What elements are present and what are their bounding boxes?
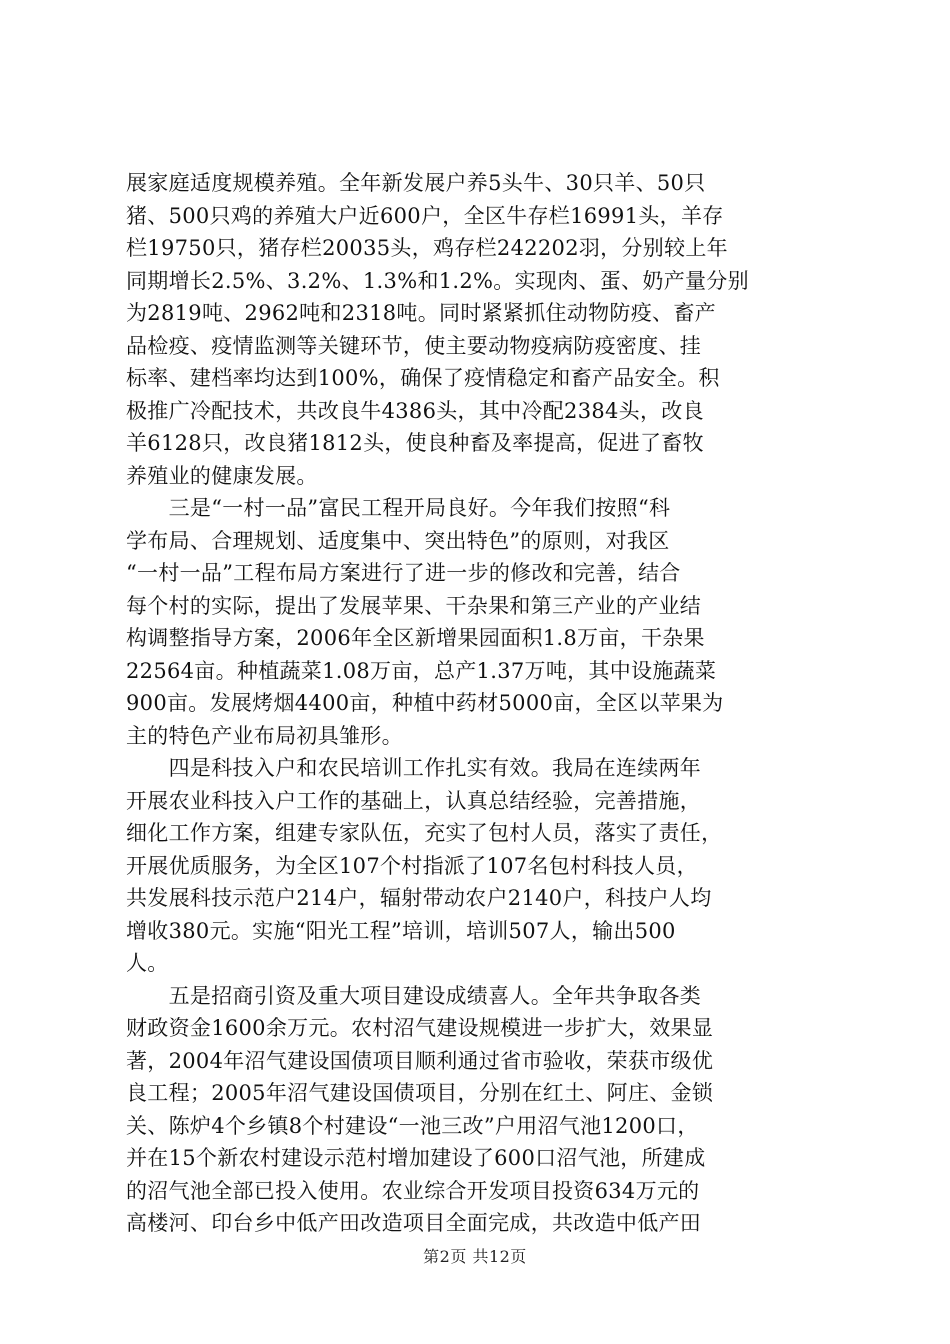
text-line: 22564亩。种植蔬菜1.08万亩，总产1.37万吨，其中设施蔬菜 — [126, 658, 717, 683]
text-line: 品检疫、疫情监测等关键环节，使主要动物疫病防疫密度、挂 — [126, 333, 702, 358]
text-line: 为2819吨、2962吨和2318吨。同时紧紧抓住动物防疫、畜产 — [126, 301, 716, 325]
text-line: 共发展科技示范户214户，辐射带动农户2140户，科技户人均 — [126, 886, 712, 910]
text-line: 羊6128只，改良猪1812头，使良种畜及率提高，促进了畜牧 — [126, 431, 704, 455]
text-line: 财政资金1600余万元。农村沼气建设规模进一步扩大，效果显 — [126, 1016, 714, 1040]
text-line: 的沼气池全部已投入使用。农业综合开发项目投资634万元的 — [126, 1178, 700, 1203]
page-footer: 第2页 共12页 — [423, 1247, 527, 1266]
text-line: 细化工作方案，组建专家队伍，充实了包村人员，落实了责任， — [126, 821, 723, 845]
text-line: 主的特色产业布局初具雏形。 — [126, 723, 403, 748]
text-line: 构调整指导方案，2006年全区新增果园面积1.8万亩，干杂果 — [126, 626, 705, 650]
text-line: 同期增长2.5%、3.2%、1.3%和1.2%。实现肉、蛋、奶产量分别 — [126, 268, 749, 293]
text-line: 展家庭适度规模养殖。全年新发展户养5头牛、30只羊、50只 — [126, 171, 706, 195]
text-line: 标率、建档率均达到100%，确保了疫情稳定和畜产品安全。积 — [126, 366, 720, 390]
text-line: “一村一品”工程布局方案进行了进一步的修改和完善，结合 — [126, 561, 681, 585]
text-line: 良工程；2005年沼气建设国债项目，分别在红土、阿庄、金锁 — [126, 1081, 714, 1105]
text-line: 每个村的实际，提出了发展苹果、干杂果和第三产业的产业结 — [126, 593, 702, 618]
text-line: 并在15个新农村建设示范村增加建设了600口沼气池，所建成 — [126, 1146, 706, 1170]
text-line: 开展农业科技入户工作的基础上，认真总结经验，完善措施， — [126, 788, 702, 813]
text-line: 900亩。发展烤烟4400亩，种植中药材5000亩，全区以苹果为 — [126, 691, 724, 715]
text-line: 极推广冷配技术，共改良牛4386头，其中冷配2384头，改良 — [126, 398, 704, 423]
text-line: 四是科技入户和农民培训工作扎实有效。我局在连续两年 — [126, 756, 702, 780]
text-line: 增收380元。实施“阳光工程”培训，培训507人，输出500 — [126, 918, 676, 943]
text-line: 学布局、合理规划、适度集中、突出特色”的原则，对我区 — [126, 528, 670, 553]
text-line: 高楼河、印台乡中低产田改造项目全面完成，共改造中低产田 — [126, 1211, 702, 1235]
text-line: 猪、500只鸡的养殖大户近600户，全区牛存栏16991头，羊存 — [126, 203, 724, 228]
text-line: 关、陈炉4个乡镇8个村建设“一池三改”户用沼气池1200口， — [126, 1113, 699, 1138]
text-line: 三是“一村一品”富民工程开局良好。今年我们按照“科 — [126, 496, 671, 520]
text-line: 人。 — [126, 951, 169, 975]
text-line: 五是招商引资及重大项目建设成绩喜人。全年共争取各类 — [126, 983, 702, 1008]
text-line: 栏19750只，猪存栏20035头，鸡存栏242202羽，分别较上年 — [126, 236, 728, 260]
text-line: 养殖业的健康发展。 — [126, 463, 318, 488]
text-line: 著，2004年沼气建设国债项目顺利通过省市验收，荣获市级优 — [126, 1048, 714, 1073]
document-body — [126, 167, 836, 1240]
text-line: 开展优质服务，为全区107个村指派了107名包村科技人员， — [126, 853, 698, 878]
